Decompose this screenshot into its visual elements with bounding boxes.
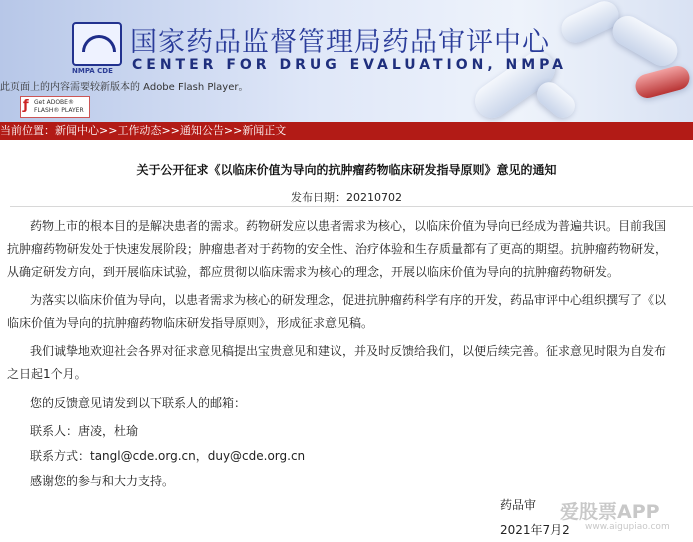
article-title: 关于公开征求《以临床价值为导向的抗肿瘤药物临床研发指导原则》意见的通知 xyxy=(136,163,557,177)
flash-notice: 此页面上的内容需要较新版本的 Adobe Flash Player。 xyxy=(0,82,249,93)
breadcrumb xyxy=(0,122,693,140)
signature-org: 药品审 xyxy=(500,498,537,512)
site-title-en: CENTER FOR DRUG EVALUATION, NMPA xyxy=(132,57,567,73)
signature-date: 2021年7月2 xyxy=(500,523,570,537)
capsule-decoration xyxy=(607,11,683,72)
paragraph-line: 感谢您的参与和大力支持。 xyxy=(30,474,175,488)
header-banner xyxy=(0,0,693,122)
publish-date-label: 发布日期： xyxy=(291,191,346,204)
site-title-cn: 国家药品监督管理局药品审评中心 xyxy=(130,27,550,58)
capsule-decoration xyxy=(633,63,692,100)
breadcrumb-separator: >> xyxy=(99,124,118,137)
nmpa-logo xyxy=(72,22,122,66)
paragraph-line: 为落实以临床价值为导向，以患者需求为核心的研发理念，促进抗肿瘤药科学有序的开发，药品审评中心组织撰写了《以 xyxy=(30,293,667,307)
paragraph-line: 临床价值为导向的抗肿瘤药物临床研发指导原则》，形成征求意见稿。 xyxy=(7,316,374,330)
watermark-url: www.aigupiao.com xyxy=(585,522,670,532)
paragraph-line: 药物上市的根本目的是解决患者的需求。药物研发应以患者需求为核心，以临床价值为导向已经成为普遍共识。目前我国 xyxy=(30,219,667,233)
breadcrumb-news-center[interactable]: 新闻中心 xyxy=(55,124,99,137)
breadcrumb-news-body[interactable]: 新闻正文 xyxy=(242,124,287,137)
paragraph-line: 抗肿瘤药物研发处于快速发展阶段；肿瘤患者对于药物的安全性、治疗体验和生存质量都有了更高的期望。抗肿瘤药物研发， xyxy=(7,242,668,256)
paragraph-line: 从确定研发方向，到开展临床试验，都应贯彻以临床需求为核心的理念，开展以临床价值为导向的抗肿瘤药物研发。 xyxy=(7,265,620,279)
breadcrumb-work-updates[interactable]: 工作动态 xyxy=(117,124,162,137)
paragraph-line: 之日起1个月。 xyxy=(7,367,87,381)
logo-text: NMPA CDE xyxy=(72,67,113,75)
breadcrumb-prefix: 当前位置： xyxy=(0,124,55,137)
paragraph-line: 您的反馈意见请发到以下联系人的邮箱： xyxy=(30,396,247,410)
get-flash-player-button[interactable] xyxy=(20,96,90,118)
flash-badge-label: Get ADOBE® FLASH® PLAYER xyxy=(34,99,84,114)
paragraph-line: 联系方式：tangl@cde.org.cn，duy@cde.org.cn xyxy=(30,449,306,463)
paragraph-line: 联系人：唐凌，杜瑜 xyxy=(30,424,139,438)
breadcrumb-separator: >> xyxy=(161,124,180,137)
publish-date-value: 20210702 xyxy=(346,191,402,204)
watermark-brand: 爱股票APP xyxy=(560,501,660,523)
paragraph-line: 我们诚挚地欢迎社会各界对征求意见稿提出宝贵意见和建议，并及时反馈给我们，以便后续完善。征求意见时限为自发布 xyxy=(30,344,667,358)
breadcrumb-separator: >> xyxy=(223,124,243,137)
divider xyxy=(10,206,693,207)
publish-date xyxy=(0,189,693,205)
breadcrumb-notices[interactable]: 通知公告 xyxy=(179,124,224,137)
